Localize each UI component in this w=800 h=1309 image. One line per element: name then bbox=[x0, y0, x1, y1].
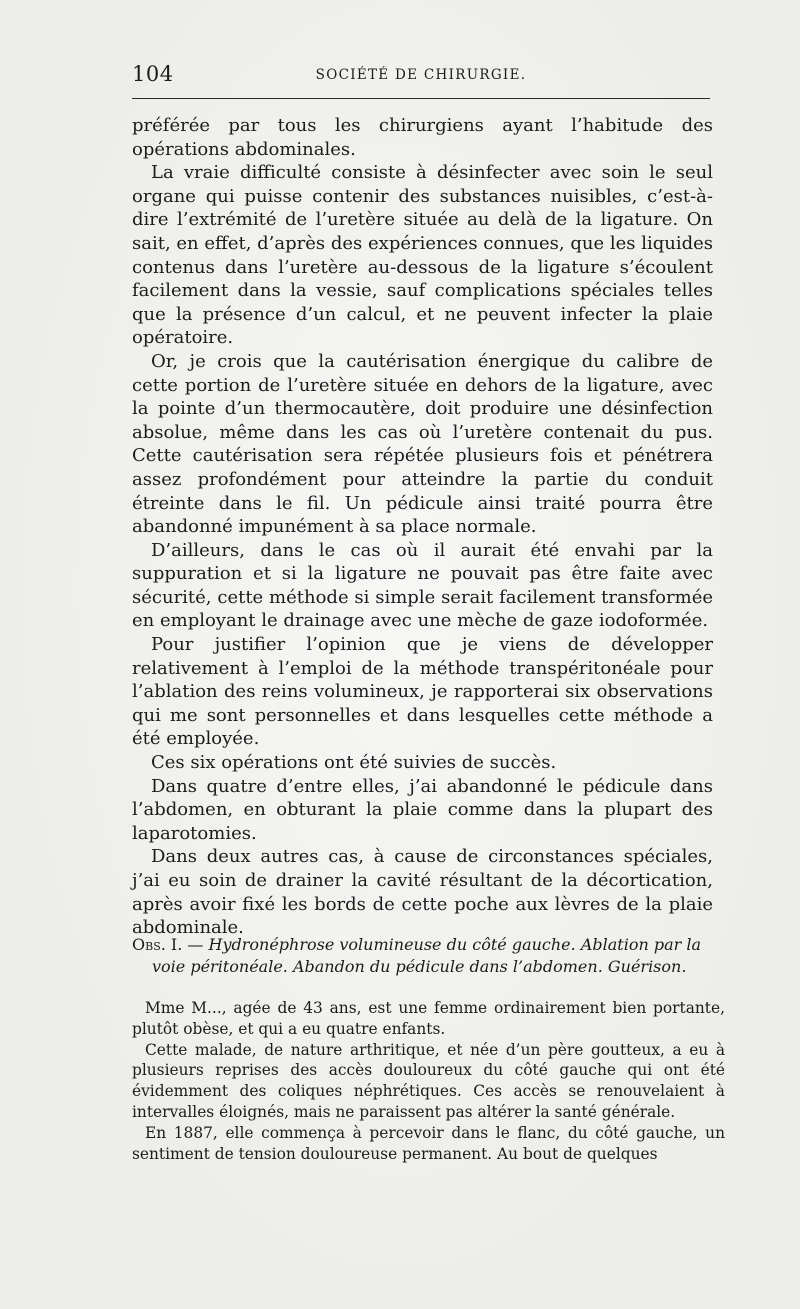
page-header bbox=[132, 62, 710, 90]
observation-title-line-1: Hydronéphrose volumineuse du côté gauche. Ablation par la bbox=[208, 935, 702, 954]
header-rule bbox=[132, 98, 710, 99]
paragraph: Dans quatre d’entre elles, j’ai abandonné le pédicule dans l’abdomen, en obturant la plaie comme dans la plupart des laparotomies. bbox=[132, 775, 713, 844]
case-paragraph: Mme M..., agée de 43 ans, est une femme ordinairement bien portante, plutôt obèse, et qui a eu quatre enfants. bbox=[132, 999, 725, 1038]
case-paragraph: En 1887, elle commença à percevoir dans le flanc, du côté gauche, un sentiment de tension douloureuse permanent. Au bout de quelques bbox=[132, 1123, 725, 1163]
observation-title-line-2: voie péritonéale. Abandon du pédicule dans l’abdomen. Guérison. bbox=[152, 957, 687, 976]
paragraph: Or, je crois que la cautérisation énergique du calibre de cette portion de l’uretère située en dehors de la ligature, avec la pointe d’un thermocautère, doit produire une désinfection absolue, même dans les cas où l’uretère contenait du pus. Cette cautérisation sera répétée plusieurs fois et pénétrera assez profondément pour atteindre la partie du conduit étreinte dans le fil. Un pédicule ainsi traité pourra être abandonné impunément à sa place normale. bbox=[132, 350, 713, 538]
paragraph: D’ailleurs, dans le cas où il aurait été envahi par la suppuration et si la ligature ne pouvait pas être faite avec sécurité, cette méthode si simple serait facilement transformée en employant le drainage avec une mèche de gaze iodoformée. bbox=[132, 539, 713, 632]
page-number: 104 bbox=[132, 62, 174, 86]
paragraph: préférée par tous les chirurgiens ayant l’habitude des opérations abdominales. bbox=[132, 115, 713, 160]
case-report-text bbox=[132, 998, 725, 1164]
paragraph: La vraie difficulté consiste à désinfecter avec soin le seul organe qui puisse contenir des substances nuisibles, c’est-à-dire l’extrémité de l’uretère située au delà de la ligature. On sait, en effet, d’après des expériences connues, que les liquides contenus dans l’uretère au-dessous de la ligature s’écoulent facilement dans la vessie, sauf complications spéciales telles que la présence d’un calcul, et ne peuvent infecter la plaie opératoire. bbox=[132, 162, 713, 349]
observation-heading bbox=[132, 934, 724, 978]
paragraph: Dans deux autres cas, à cause de circonstances spéciales, j’ai eu soin de drainer la cavité résultant de la décortication, après avoir fixé les bords de cette poche aux lèvres de la plaie abdominale. bbox=[132, 846, 713, 939]
observation-label: Obs. I. — bbox=[132, 935, 204, 954]
paragraph: Ces six opérations ont été suivies de succès. bbox=[151, 752, 557, 774]
paragraph: Pour justifier l’opinion que je viens de développer relativement à l’emploi de la méthode transpéritonéale pour l’ablation des reins volumineux, je rapporterai six observations qui me sont personnelles et dans lesquelles cette méthode a été employée. bbox=[132, 634, 713, 750]
case-paragraph: Cette malade, de nature arthritique, et née d’un père goutteux, a eu à plusieurs reprises des accès douloureux du côté gauche qui ont été évidemment des coliques néphrétiques. Ces accès se renouvelaient à intervalles éloignés, mais ne paraissent pas altérer la santé générale. bbox=[132, 1040, 725, 1121]
running-head: SOCIÉTÉ DE CHIRURGIE. bbox=[315, 67, 527, 83]
main-text bbox=[132, 114, 713, 940]
